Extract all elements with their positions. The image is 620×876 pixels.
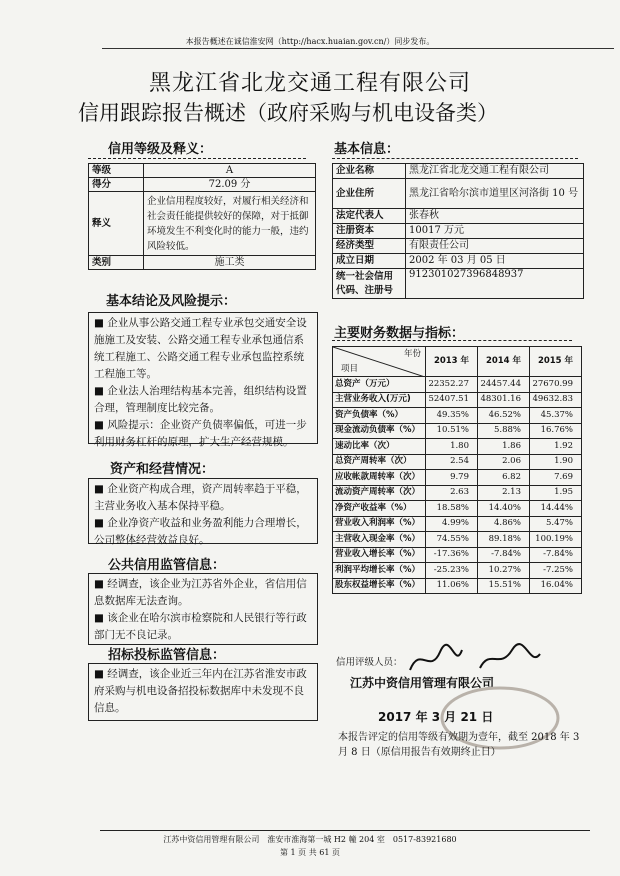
financial-value: 89.18% xyxy=(478,532,530,548)
financial-value: 22352.27 xyxy=(426,377,478,393)
credit-label: 得分 xyxy=(89,178,144,192)
credit-label: 类别 xyxy=(89,256,144,270)
financial-value: 49.35% xyxy=(426,408,478,424)
company-title: 黑龙江省北龙交通工程有限公司 xyxy=(148,71,471,96)
credit-code: 912301027396848937 xyxy=(406,269,584,299)
financial-item: 流动资产周转率（次） xyxy=(333,485,426,501)
report-date: 2017 年 3 月 21 日 xyxy=(378,710,494,724)
financial-heading: 主要财务数据与指标： xyxy=(334,326,465,341)
financial-value: 4.86% xyxy=(478,516,530,532)
credit-section-heading: 信用等级及释义： xyxy=(108,142,213,157)
conclusion-item: ■ 企业从事公路交通工程专业承包交通安全设施施工及安装、公路交通工程专业承包通信系统工程施工、公路交通工程专业承包监控系统工程施工等。 xyxy=(94,317,307,380)
divider xyxy=(88,158,306,159)
financial-item: 营业收入增长率（%） xyxy=(333,547,426,563)
financial-row xyxy=(333,470,582,486)
financial-value: 2.13 xyxy=(478,485,530,501)
info-label: 企业名称 xyxy=(333,164,406,179)
validity-note: 本报告评定的信用等级有效期为壹年，截至 2018 年 3 月 8 日（原信用报告有效期终止日） xyxy=(338,732,580,758)
financial-rows xyxy=(333,377,582,594)
financial-row xyxy=(333,439,582,455)
financial-value: 45.37% xyxy=(530,408,582,424)
financial-value: 16.04% xyxy=(530,578,582,594)
financial-value: 2.54 xyxy=(426,454,478,470)
financial-value: -17.36% xyxy=(426,547,478,563)
company-name: 黑龙江省北龙交通工程有限公司 xyxy=(406,164,584,179)
bidding-item: ■ 经调查，该企业近三年内在江苏省淮安市政府采购与机电设备招投标数据库中未发现不良信息。 xyxy=(94,668,307,714)
financial-value: 46.52% xyxy=(478,408,530,424)
assets-box xyxy=(88,478,318,544)
company-address: 黑龙江省哈尔滨市道里区河洛街 10 号 xyxy=(406,179,584,209)
financial-item: 利润平均增长率（%） xyxy=(333,563,426,579)
year-column-header: 2013 年 xyxy=(426,347,478,377)
basic-info-table xyxy=(332,163,584,299)
year-header: 年份 xyxy=(403,349,421,359)
financial-value: 11.06% xyxy=(426,578,478,594)
credit-definition: 企业信用程度较好，对履行相关经济和社会责任能提供较好的保障，对于抵御环境发生不利变化时的能力一般，违约风险较低。 xyxy=(144,192,316,256)
financial-value: 48301.16 xyxy=(478,392,530,408)
financial-value: 14.40% xyxy=(478,501,530,517)
divider xyxy=(332,340,572,341)
financial-item: 营业收入利润率（%） xyxy=(333,516,426,532)
financial-row xyxy=(333,485,582,501)
financial-item: 净资产收益率（%） xyxy=(333,501,426,517)
registered-capital: 10017 万元 xyxy=(406,224,584,239)
financial-value: 5.47% xyxy=(530,516,582,532)
header-rule xyxy=(102,48,614,49)
info-label: 统一社会信用代码、注册号 xyxy=(333,269,406,299)
financial-row xyxy=(333,547,582,563)
financial-value: 14.44% xyxy=(530,501,582,517)
financial-item: 主营收入现金率（%） xyxy=(333,532,426,548)
financial-value: 49632.83 xyxy=(530,392,582,408)
financial-value: -25.23% xyxy=(426,563,478,579)
basic-info-heading: 基本信息： xyxy=(334,142,400,157)
bidding-box xyxy=(88,663,318,721)
conclusion-box xyxy=(88,312,318,448)
financial-value: 7.69 xyxy=(530,470,582,486)
public-credit-heading: 公共信用监管信息： xyxy=(108,558,226,573)
financial-value: 2.63 xyxy=(426,485,478,501)
credit-label: 等级 xyxy=(89,164,144,178)
credit-category: 施工类 xyxy=(144,256,316,270)
financial-value: 100.19% xyxy=(530,532,582,548)
financial-item: 主营业务收入(万元) xyxy=(333,392,426,408)
financial-value: 2.06 xyxy=(478,454,530,470)
financial-item: 现金流动负债率（%） xyxy=(333,423,426,439)
footer-rule xyxy=(100,830,590,831)
financial-value: 18.58% xyxy=(426,501,478,517)
financial-item: 总资产（万元） xyxy=(333,377,426,393)
credit-score: 72.09 分 xyxy=(144,178,316,192)
financial-value: 1.92 xyxy=(530,439,582,455)
public-credit-item: ■ 该企业在哈尔滨市检察院和人民银行等行政部门无不良记录。 xyxy=(94,612,307,641)
financial-value: 4.99% xyxy=(426,516,478,532)
financial-item: 应收帐款周转率（次） xyxy=(333,470,426,486)
item-header: 项目 xyxy=(341,364,359,374)
info-label: 成立日期 xyxy=(333,254,406,269)
info-label: 经济类型 xyxy=(333,239,406,254)
credit-label: 释义 xyxy=(89,192,144,256)
financial-row xyxy=(333,392,582,408)
bidding-heading: 招标投标监管信息： xyxy=(108,648,226,663)
conclusion-heading: 基本结论及风险提示： xyxy=(106,294,237,309)
financial-value: -7.84% xyxy=(478,547,530,563)
year-column-header: 2014 年 xyxy=(478,347,530,377)
financial-value: -7.25% xyxy=(530,563,582,579)
financial-value: 15.51% xyxy=(478,578,530,594)
assets-item: ■ 企业资产构成合理，资产周转率趋于平稳，主营业务收入基本保持平稳。 xyxy=(94,483,307,512)
financial-value: 27670.99 xyxy=(530,377,582,393)
financial-table xyxy=(332,346,582,594)
financial-item: 总资产周转率（次） xyxy=(333,454,426,470)
financial-value: 52407.51 xyxy=(426,392,478,408)
credit-grade: A xyxy=(144,164,316,178)
rating-company: 江苏中资信用管理有限公司 xyxy=(350,676,495,690)
financial-value: 9.79 xyxy=(426,470,478,486)
header-note: 本报告概述在诚信淮安网（http://hacx.huaian.gov.cn/）同步发布。 xyxy=(185,37,435,46)
public-credit-box xyxy=(88,573,318,645)
financial-value: 74.55% xyxy=(426,532,478,548)
financial-value: 1.80 xyxy=(426,439,478,455)
report-title: 信用跟踪报告概述（政府采购与机电设备类） xyxy=(78,101,498,125)
info-label: 注册资本 xyxy=(333,224,406,239)
assets-heading: 资产和经营情况： xyxy=(110,462,215,477)
year-column-header: 2015 年 xyxy=(530,347,582,377)
financial-row xyxy=(333,423,582,439)
financial-item: 速动比率（次） xyxy=(333,439,426,455)
conclusion-item: ■ 风险提示：企业资产负债率偏低，可进一步利用财务杠杆的原理，扩大生产经营规模。 xyxy=(94,419,307,448)
info-label: 法定代表人 xyxy=(333,209,406,224)
divider xyxy=(332,158,578,159)
financial-row xyxy=(333,408,582,424)
legal-representative: 张春秋 xyxy=(406,209,584,224)
public-credit-item: ■ 经调查，该企业为江苏省外企业，省信用信息数据库无法查询。 xyxy=(94,578,307,607)
financial-item: 股东权益增长率（%） xyxy=(333,578,426,594)
financial-row xyxy=(333,516,582,532)
financial-row xyxy=(333,501,582,517)
financial-value: 10.51% xyxy=(426,423,478,439)
economic-type: 有限责任公司 xyxy=(406,239,584,254)
footer-contact: 江苏中资信用管理有限公司 淮安市淮海第一城 H2 幢 204 室 0517-83921680 xyxy=(163,835,457,844)
financial-row xyxy=(333,454,582,470)
info-label: 企业住所 xyxy=(333,179,406,209)
establishment-date: 2002 年 03 月 05 日 xyxy=(406,254,584,269)
financial-item: 资产负债率（%） xyxy=(333,408,426,424)
financial-value: 1.90 xyxy=(530,454,582,470)
financial-value: 10.27% xyxy=(478,563,530,579)
financial-row xyxy=(333,578,582,594)
conclusion-item: ■ 企业法人治理结构基本完善，组织结构设置合理，管理制度比较完备。 xyxy=(94,385,307,414)
financial-row xyxy=(333,563,582,579)
page-number: 第 1 页 共 61 页 xyxy=(280,848,340,857)
financial-value: 16.76% xyxy=(530,423,582,439)
financial-value: 6.82 xyxy=(478,470,530,486)
assets-item: ■ 企业净资产收益和业务盈利能力合理增长，公司整体经营效益良好。 xyxy=(94,517,307,546)
financial-value: 5.88% xyxy=(478,423,530,439)
credit-table xyxy=(88,163,316,270)
financial-value: 1.86 xyxy=(478,439,530,455)
year-item-header xyxy=(333,347,426,377)
financial-value: 1.95 xyxy=(530,485,582,501)
financial-row xyxy=(333,377,582,393)
financial-value: -7.84% xyxy=(530,547,582,563)
rater-label: 信用评级人员： xyxy=(336,657,403,668)
financial-row xyxy=(333,532,582,548)
financial-value: 24457.44 xyxy=(478,377,530,393)
